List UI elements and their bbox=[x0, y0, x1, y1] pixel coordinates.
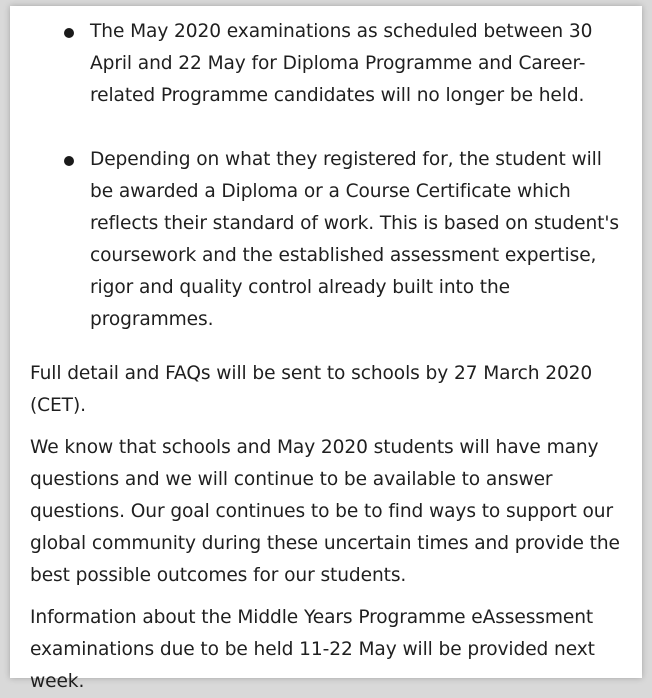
bullet-dot-icon bbox=[64, 28, 74, 38]
document-card bbox=[10, 6, 642, 692]
bullet-text: The May 2020 examinations as scheduled between 30 April and 22 May for Diploma Programme and Career-related Programme candidates will no longer be held. bbox=[90, 21, 593, 106]
paragraph-myp-info: Information about the Middle Years Programme eAssessment examinations due to be held 11-22 May will be provided next week. bbox=[30, 607, 595, 692]
bullet-item bbox=[30, 144, 630, 336]
document-content bbox=[30, 16, 630, 698]
bullet-dot-icon bbox=[64, 156, 74, 166]
bullet-item bbox=[30, 16, 630, 112]
bullet-list bbox=[30, 16, 630, 336]
paragraph-detail-faqs: Full detail and FAQs will be sent to schools by 27 March 2020 (CET). bbox=[30, 363, 593, 416]
paragraph-support: We know that schools and May 2020 students will have many questions and we will continue to be available to answer questions. Our goal continues to be to find ways to support our global community during these uncertain times and provide the best possible outcomes for our students. bbox=[30, 437, 620, 586]
bullet-text: Depending on what they registered for, the student will be awarded a Diploma or a Course Certificate which reflects their standard of work. This is based on student's coursework and the established assessment expertise, rigor and quality control already built into the programmes. bbox=[90, 149, 619, 330]
